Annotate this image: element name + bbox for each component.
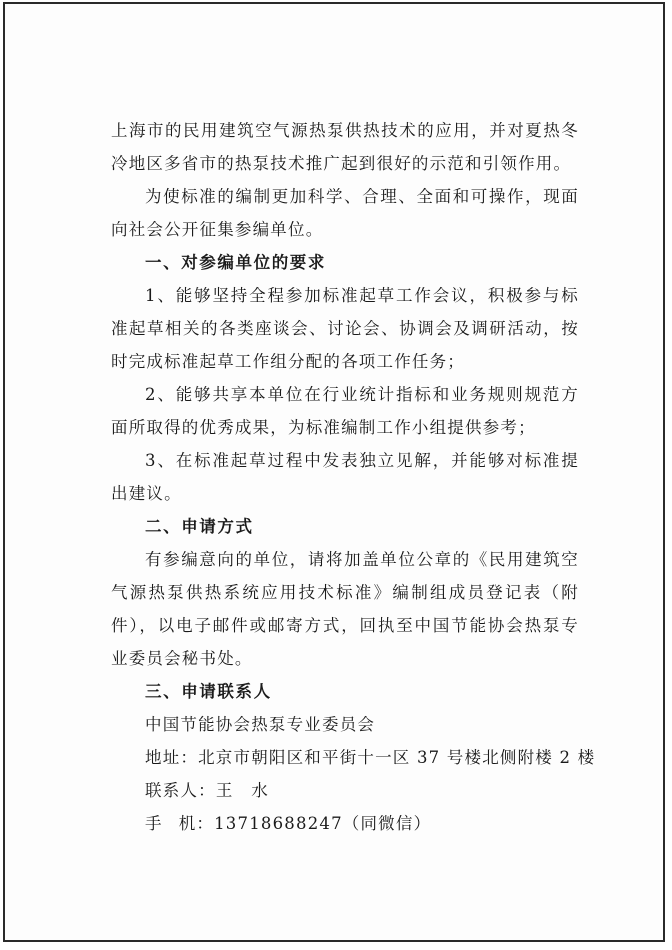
contact-name: 王 水 [215, 781, 269, 800]
contact-address-line [111, 741, 596, 774]
phone-label-second: 机： [178, 814, 215, 833]
section-1-heading: 一、对参编单位的要求 [145, 253, 326, 272]
address-label: 地址： [145, 748, 199, 767]
phone-label-first: 手 [145, 814, 163, 833]
requirement-item-3: 3、在标准起草过程中发表独立见解，并能够对标准提出建议。 [111, 451, 579, 503]
intro-paragraph: 上海市的民用建筑空气源热泵供热技术的应用，并对夏热冬冷地区多省市的热泵技术推广起到很好的示范和引领作用。 [111, 121, 579, 173]
section-2-heading: 二、申请方式 [145, 517, 254, 536]
document-body [111, 114, 596, 840]
contact-person-line [111, 774, 579, 807]
section-3-heading: 三、申请联系人 [145, 682, 272, 701]
phone-value: 13718688247（同微信） [214, 814, 432, 833]
address-value: 北京市朝阳区和平街十一区 37 号楼北侧附楼 2 楼 [198, 748, 596, 767]
application-method-paragraph: 有参编意向的单位，请将加盖单位公章的《民用建筑空气源热泵供热系统应用技术标准》编制组成员登记表（附件），以电子邮件或邮寄方式，回执至中国节能协会热泵专业委员会秘书处。 [111, 550, 579, 668]
requirement-item-1: 1、能够坚持全程参加标准起草工作会议，积极参与标准起草相关的各类座谈会、讨论会、协调会及调研活动，按时完成标准起草工作组分配的各项工作任务； [111, 286, 579, 371]
requirement-item-2: 2、能够共享本单位在行业统计指标和业务规则规范方面所取得的优秀成果，为标准编制工作小组提供参考； [111, 385, 579, 437]
document-page [3, 2, 665, 942]
contact-label: 联系人： [145, 781, 216, 800]
purpose-paragraph: 为使标准的编制更加科学、合理、全面和可操作，现面向社会公开征集参编单位。 [111, 187, 579, 239]
contact-organization: 中国节能协会热泵专业委员会 [145, 715, 376, 734]
contact-phone-line [111, 807, 579, 840]
